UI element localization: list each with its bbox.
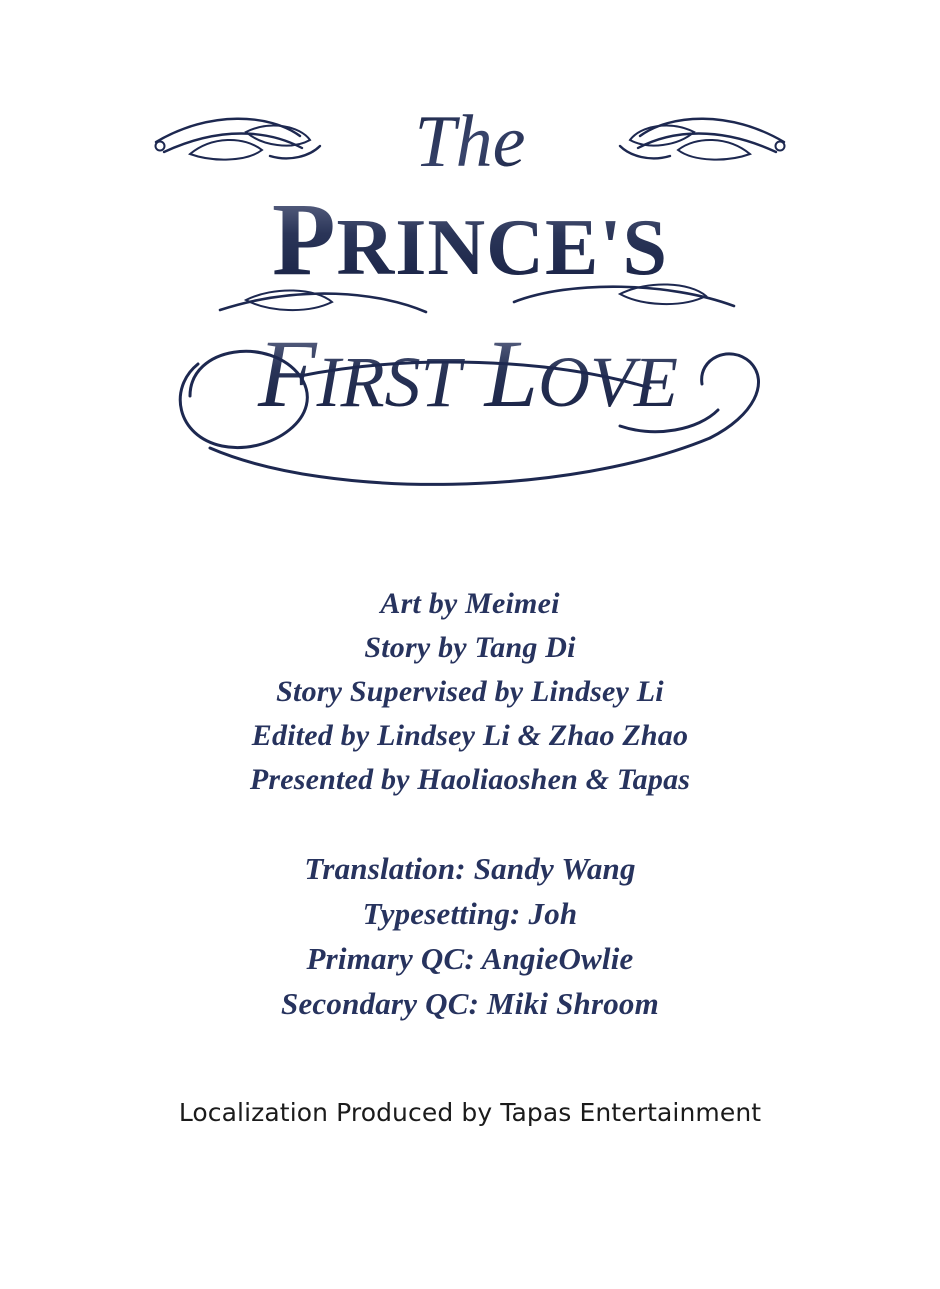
credit-line-story-supervised: Story Supervised by Lindsey Li (276, 675, 664, 708)
credit-line-translation: Translation: Sandy Wang (304, 851, 636, 886)
title-line2-text: PRINCE'S (271, 182, 669, 297)
footer (0, 1098, 940, 1127)
title-line1-text: The (414, 101, 526, 183)
credits-localization (0, 846, 940, 1026)
title-logo-artwork (150, 96, 790, 496)
credit-line-secondary-qc: Secondary QC: Miki Shroom (281, 986, 659, 1021)
footer-text: Localization Produced by Tapas Entertainment (178, 1098, 762, 1127)
credit-line-primary-qc: Primary QC: AngieOwlie (306, 941, 634, 976)
credit-line-presented: Presented by Haoliaoshen & Tapas (249, 763, 691, 796)
credit-line-art: Art by Meimei (380, 587, 560, 620)
title-line3-text: FIRST LOVE (258, 320, 678, 427)
title-logo (0, 96, 940, 516)
credit-line-edited: Edited by Lindsey Li & Zhao Zhao (251, 719, 689, 752)
credit-line-story: Story by Tang Di (364, 631, 576, 664)
credits-primary (0, 582, 940, 802)
flourish-left-icon (156, 119, 321, 160)
credit-line-typesetting: Typesetting: Joh (362, 896, 578, 931)
flourish-right-icon (620, 119, 785, 160)
